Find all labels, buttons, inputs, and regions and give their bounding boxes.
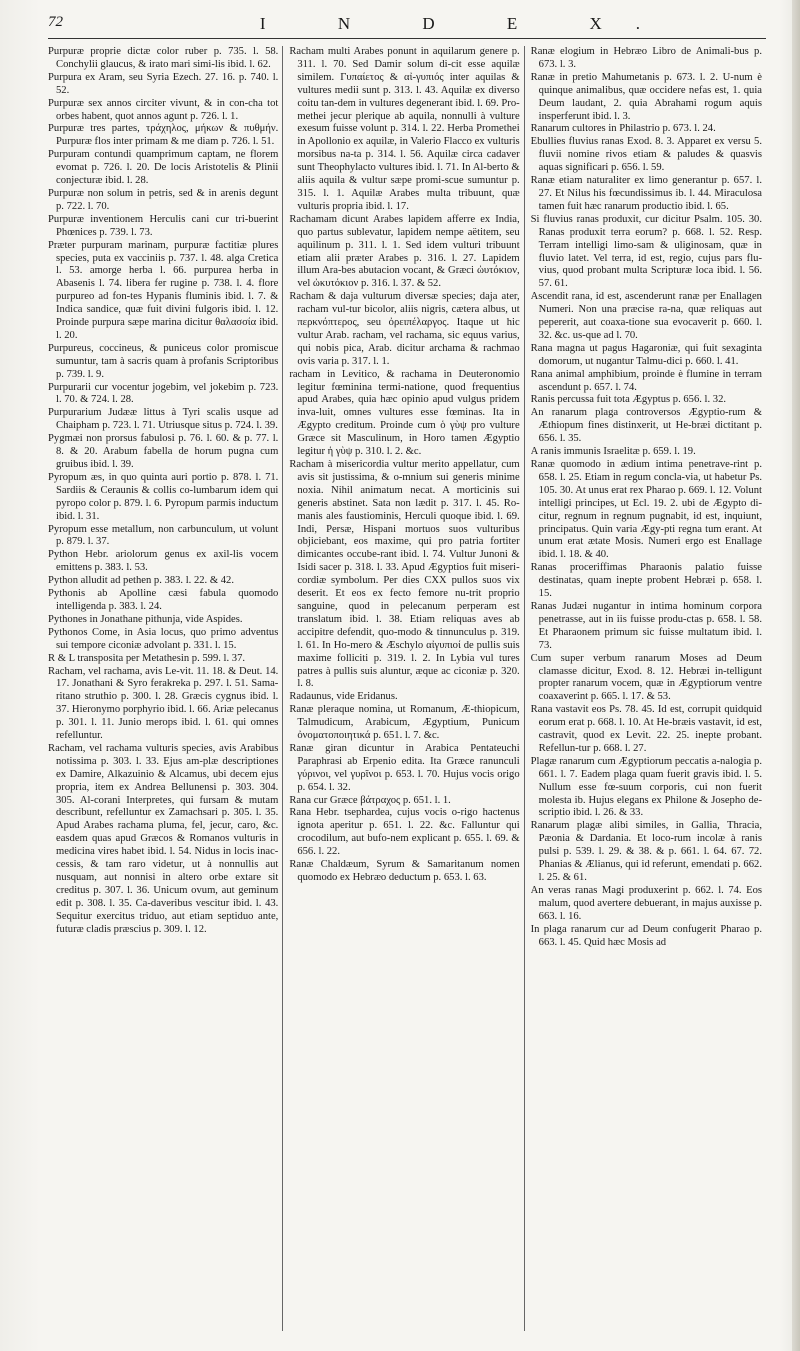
index-entry: Ascendit rana, id est, ascenderunt ranæ per Enallagen Numeri. Non una præcise ra-na, quæ reliquas aut pepererit, aut coaxa-tione sua evocaverit p. 660. l. 32. &c. us-que ad l. 70. bbox=[530, 291, 762, 341]
index-entry: Rana animal amphibium, proinde è flumine in terram ascendunt p. 657. l. 74. bbox=[530, 368, 762, 393]
index-entry: Racham, vel rachama vulturis species, avis Arabibus notissima p. 303. l. 33. Ejus am-plæ descriptiones ex Damire, Alkazuinio & Alcamus, ubi decem ejus propria, item ex Andrea Bellunensi p. 303. 304. 305. Al-corani Interpretes, qui fursam & mutam describunt, refelluntur ex Zamachsari p. 305. l. 35. Apud Arabes rachama pluma, fel, jecur, caro, &c. easdem quas apud Græcos & Romanos vulturis in medicina vires habet ibid. l. 54. Nidus in locis inac-cessis, & tam raro videtur, ut à nonnullis aut nusquam, aut nonnisi in altero orbe extare sit creditus p. 307. l. 36. Unicum ovum, aut geminum edit p. 308. l. 35. Ca-daveribus vescitur ibid. l. 43. Sequitur exercitus triduo, aut etiam septiduo ante, futuræ cladis præscius p. 309. l. 12. bbox=[48, 742, 279, 935]
index-entry: Plagæ ranarum cum Ægyptiorum peccatis a-nalogia p. 661. l. 7. Eadem plaga quam fuerit gravis ibid. l. 5. Nullum esse fœ-suum corporis, cui non fuerit molesta ib. Hujus elegans ex Philone & Josepho de-scriptio ibid. l. 26. & 33. bbox=[530, 755, 762, 819]
index-entry: Purpuræ tres partes, τράχηλος, μήκων & πυθμήν. Purpuræ flos inter primam & me diam p. 726. l. 51. bbox=[48, 123, 279, 148]
index-entry: Si fluvius ranas produxit, cur dicitur Psalm. 105. 30. Ranas produxit terra eorum? p. 668. l. 52. Resp. Terram intelligi limo-sam & uliginosam, quæ in fluvio latet. Vel terra, id est, regio, cujus pars flu-vius, quod probant multa Scripturæ loca ibid. l. 56. 57. 61. bbox=[530, 213, 762, 290]
index-entry: Purpuræ inventionem Herculis cani cur tri-buerint Phœnices p. 739. l. 73. bbox=[48, 213, 279, 238]
index-entry: Python alludit ad pethen p. 383. l. 22. & 42. bbox=[48, 575, 234, 587]
index-entry: Ranæ giran dicuntur in Arabica Pentateuchi Paraphrasi ab Erpenio edita. Ita Græce ranunculi γύρινοι, vel γυρῖνοι p. 653. l. 70. Hujus vocis origo p. 654. l. 32. bbox=[289, 742, 520, 793]
index-entry: Pyropum esse metallum, non carbunculum, ut volunt p. 879. l. 37. bbox=[48, 523, 279, 548]
page-number: 72 bbox=[48, 14, 63, 30]
index-entry: Pythones in Jonathane pithunja, vide Aspides. bbox=[48, 613, 243, 625]
index-entry: Python Hebr. ariolorum genus ex axil-lis vocem emittens p. 383. l. 53. bbox=[48, 549, 279, 574]
index-column-middle bbox=[289, 46, 524, 1331]
index-entry: Ebullies fluvius ranas Exod. 8. 3. Apparet ex versu 5. fluvii nomine rivos etiam & paludes & quasvis aquas significari p. 656. l. 59. bbox=[530, 136, 762, 174]
page-header bbox=[48, 14, 766, 36]
index-entry: Purpuræ non solum in petris, sed & in arenis degunt p. 722. l. 70. bbox=[48, 187, 279, 212]
index-entry: Rana Hebr. tsephardea, cujus vocis o-rigo hactenus ignota aperitur p. 651. l. 22. &c. Falluntur qui crocodilum, aut bufo-nem explicant p. 655. l. 69. & 656. l. 22. bbox=[289, 807, 520, 858]
index-entry: Præter purpuram marinam, purpuræ factitiæ plures species, puta ex vacciniis p. 737. l. 48. alga Cretica l. 53. amorge herba l. 66. purpurea herba in Abasenis l. 74. libera fer rugine p. 738. l. 4. flore purpureo ad fon-tes Hypanis fluminis ibid. l. 7. & Indica sandice, quæ fuit divini fulgoris ibid. l. 12. Proinde purpura sæpe marina dicitur θαλασσία ibid. l. 20. bbox=[48, 239, 279, 341]
index-entry: Rana vastavit eos Ps. 78. 45. Id est, corrupit quidquid eorum erat p. 668. l. 10. At He-bræis vastavit, id est, castravit, quod ex Levit. 22. 25. inepte probant. Refellun-tur p. 668. l. 27. bbox=[530, 704, 762, 754]
index-entry: Ranæ elogium in Hebræo Libro de Animali-bus p. 673. l. 3. bbox=[530, 46, 762, 70]
index-entry: Cum super verbum ranarum Moses ad Deum clamasse dicitur, Exod. 8. 12. Hebræi in-telligunt propter ranarum vocem, quæ in Ægyptiorum ventre coaxaverint p. 665. l. 17. & 53. bbox=[530, 652, 762, 703]
index-entry: Ranæ in pretio Mahumetanis p. 673. l. 2. U-num è quinque animalibus, quæ occidere nefas est, 1. quia Deum laudant, 2. quia Abrahami rogum aquis insperferunt ibid. l. 3. bbox=[530, 71, 762, 122]
index-entry: Ranæ Chaldæum, Syrum & Samaritanum nomen quomodo ex Hebræo deductum p. 653. l. 63. bbox=[289, 859, 520, 883]
index-entry: Purpuram contundi quamprimum captam, ne florem evomat p. 726. l. 20. De locis Aristotelis & Plinii conjecturæ ibid. l. 28. bbox=[48, 149, 279, 187]
index-column-left bbox=[48, 46, 283, 1331]
index-entry: Ranas proceriffimas Pharaonis palatio fuisse destinatas, quam inepte probent Hebræi p. 658. l. 15. bbox=[530, 562, 762, 600]
page-edge-shadow bbox=[792, 0, 800, 1351]
header-rule bbox=[48, 38, 766, 39]
index-entry: Racham à misericordia vultur merito appellatur, cum avis sit justissima, & o-mnium sui generis minime noxia. Nihil animatum necat. A morticinis sui generis abstinet. Sata non lædit p. 317. l. 45. Ro-manis ales faustiominis, Herculi quoque ibid. l. 69. Indi, Persæ, Hispani mortuos suos vulturibus objiciebant, eos maxime, qui pro patria fortiter dimicantes occube-rant ibid. l. 74. Vultur Junoni & Isidi sacer p. 318. l. 33. Apud Ægyptios fuit miseri-cordiæ symbolum. Per dies CXX pullos suos vix deserit. Et eos ex fecto femore nu-trit proprio sanguine, quod in pelecanum perperam est translatum ibid. l. 38. Etiam reliquas aves ab accipitre defendit, quo-modo & tinnunculus p. 319. l. 61. In Ho-mero & Æschylo αἰγυπιοί de pullis suis maxime folliciti p. 319. l. 2. In Lybia vul tures patres à pullis suis aluntur, æque ac ciconiæ p. 320. l. 8. bbox=[289, 459, 520, 690]
index-entry: In plaga ranarum cur ad Deum confugerit Pharao p. 663. l. 45. Quid hæc Mosis ad bbox=[530, 923, 762, 948]
index-entry: A ranis immunis Israelitæ p. 659. l. 19. bbox=[530, 446, 696, 458]
index-entry: An veras ranas Magi produxerint p. 662. l. 74. Eos malum, quod avertere debuerant, in majus auxisse p. 663. l. 16. bbox=[530, 884, 762, 922]
index-entry: Ranarum plagæ alibi similes, in Gallia, Thracia, Pæonia & Dardania. Et loco-rum incolæ à ranis pulsi p. 539. l. 29. & 38. & p. 661. l. 64. 67. 72. Phanias & Ælianus, qui id referunt, emendati p. 662. l. 25. & 61. bbox=[530, 820, 762, 883]
index-entry: Pyropum æs, in quo quinta auri portio p. 878. l. 71. Sardiis & Ceraunis & collis co-lumbarum idem qui pyropo color p. 879. l. 6. Pyropum parmis inductum ibid. l. 31. bbox=[48, 471, 279, 522]
index-entry: Pythonis ab Apolline cæsi fabula quomodo intelligenda p. 383. l. 24. bbox=[48, 588, 279, 612]
index-entry: R & L transposita per Metathesin p. 599. l. 37. bbox=[48, 652, 246, 664]
index-entry: Racham multi Arabes ponunt in aquilarum genere p. 311. l. 70. Sed Damir solum di-cit esse aquilæ similem. Γυπαίετος & αἰ-γυπιός inter aquilas & vultures medii sunt p. 313. l. 43. Aquilæ ex diverso coitu tan-dem in vultures degenerant ibid. l. 69. Pro-methei jecur plerique ab aquila, nonnulli à vulture exesum fuisse volunt p. 314. l. 22. Herba Promethei in Apollonio ex aquilæ, in Valerio Flacco ex vulturis morsibus na-ta p. 314. l. 56. Aquilæ circa cadaver sunt Theophylacto vultures ibid. l. 71. In Al-berto & aliis aquila & vultur sæpe promi-scue sumuntur p. 315. l. 1. Aquilæ Arabes multa tribuunt, quæ vulturis propria ibid. l. 17. bbox=[289, 46, 520, 212]
index-column-right bbox=[531, 46, 766, 1331]
index-entry: racham in Levitico, & rachama in Deuteronomio legitur fœminina termi-natione, quod frequentius apud Arabes, quia hæc opinio apud vulgus pridem inva-luit, omnes vultures esse fœminas. Ita in Ægypto creditum. Proinde cum ὁ γὺψ pro vulture Græce sit Masculinum, in Horo tamen Ægyptio legitur ἡ γὺψ p. 310. l. 2. &c. bbox=[289, 368, 520, 458]
index-entry: Ranas Judæi nugantur in intima hominum corpora penetrasse, aut in iis fuisse produ-ctas p. 658. l. 58. Et Pharaonem primum sic fuisse multatum ibid. l. 73. bbox=[530, 600, 762, 651]
index-entry: Purpurarium Judææ littus à Tyri scalis usque ad Chaipham p. 723. l. 71. Utriusque situs p. 724. l. 39. bbox=[48, 407, 279, 432]
index-entry: Purpura ex Aram, seu Syria Ezech. 27. 16. p. 740. l. 52. bbox=[48, 71, 279, 96]
index-entry: Racham, vel rachama, avis Le-vit. 11. 18. & Deut. 14. 17. Jonathani & Syro ferakreka p. 297. l. 51. Sama-ritano struthio p. 300. l. 28. Græcis cygnus ibid. l. 37. Hieronymo porphyrio ibid. l. 66. Ariæ pelecanus p. 301. l. 11. Junio merops ibid. l. 61. qui omnes refelluntur. bbox=[48, 665, 279, 742]
index-entry: Ranæ quomodo in ædium intima penetrave-rint p. 658. l. 25. Etiam in regum concla-via, ut habetur Ps. 105. 30. At unus erat rex Pharao p. 669. l. 12. Volunt intelligi principes, ut Ecl. 19. 2. ubi de Ægypto di-citur, regnum in regnum pugnabit, id est, inquiunt, principatus. Quin varia Ægy-pti regna tum erant. At unum erat ætate Mosis. Numeri ergo est Enallage ibid. l. 18. & 40. bbox=[530, 459, 762, 561]
index-entry: Ranæ pleraque nomina, ut Romanum, Æ-thiopicum, Talmudicum, Arabicum, Ægyptium, Punicum ὀνοματοποιητικά p. 651. l. 7. &c. bbox=[289, 704, 520, 742]
index-entry: Radaunus, vide Eridanus. bbox=[289, 691, 398, 703]
index-entry: Pygmæi non prorsus fabulosi p. 76. l. 60. & p. 77. l. 8. & 20. Arabum fabella de horum pugna cum gruibus ibid. l. 39. bbox=[48, 433, 279, 470]
index-entry: Pythonos Come, in Asia locus, quo primo adventus sui tempore ciconiæ advolant p. 331. l. 15. bbox=[48, 626, 279, 651]
index-entry: Purpurarii cur vocentur jogebim, vel jokebim p. 723. l. 70. & 724. l. 28. bbox=[48, 381, 279, 406]
index-entry: An ranarum plaga controversos Ægyptio-rum & Æthiopum fines distinxerit, ut He-bræi dictitant p. 656. l. 35. bbox=[530, 407, 762, 445]
index-entry: Purpuræ proprie dictæ color ruber p. 735. l. 58. Conchylii glaucus, & irato mari simi-lis ibid. l. 62. bbox=[48, 46, 279, 70]
index-entry: Racham & daja vulturum diversæ species; daja ater, racham vul-tur bicolor, aliis nigris, cætera albus, ut περκνόπτερος, seu ὀρειπέλαργος. Itaque ut hic vultur Arab. racham, vel rachama, sic equus varius, qui nobis pica, Arab. dicitur archama & rachmao ovis varia p. 317. l. 1. bbox=[289, 291, 520, 367]
index-entry: Rachamam dicunt Arabes lapidem afferre ex India, quo partus sublevatur, lapidem nempe aëtitem, seu aquilinum p. 311. l. 1. Sed idem vulturi tribuunt etiam alii præter Arabes p. 316. l. 27. Lapidem illum Ara-bes abutacion vocant, & Græci ὠυτόκιον, vel ὠκυτόκιον p. 316. l. 37. & 52. bbox=[289, 213, 520, 290]
index-entry: Purpuræ sex annos circiter vivunt, & in con-cha tot orbes habent, quot annos agunt p. 726. l. 1. bbox=[48, 97, 279, 122]
page-title: I N D E X. bbox=[259, 14, 675, 33]
index-entry: Ranæ etiam naturaliter ex limo generantur p. 657. l. 27. Et Nilus his fœcundissimus ib. l. 44. Miraculosa tamen fuit hæc ranarum productio ibid. l. 65. bbox=[530, 175, 762, 212]
index-entry: Rana cur Græce βάτραχος p. 651. l. 1. bbox=[289, 794, 451, 806]
index-entry: Ranis percussa fuit tota Ægyptus p. 656. l. 32. bbox=[530, 394, 727, 406]
index-entry: Purpureus, coccineus, & puniceus color promiscue sumuntur, tam à sacris quam à profanis Scriptoribus p. 739. l. 9. bbox=[48, 342, 279, 380]
index-entry: Rana magna ut pagus Hagaroniæ, qui fuit sexaginta domorum, ut nugantur Talmu-dici p. 660. l. 41. bbox=[530, 342, 762, 367]
index-entry: Ranarum cultores in Philastrio p. 673. l. 24. bbox=[530, 123, 716, 135]
index-columns bbox=[48, 46, 766, 1331]
